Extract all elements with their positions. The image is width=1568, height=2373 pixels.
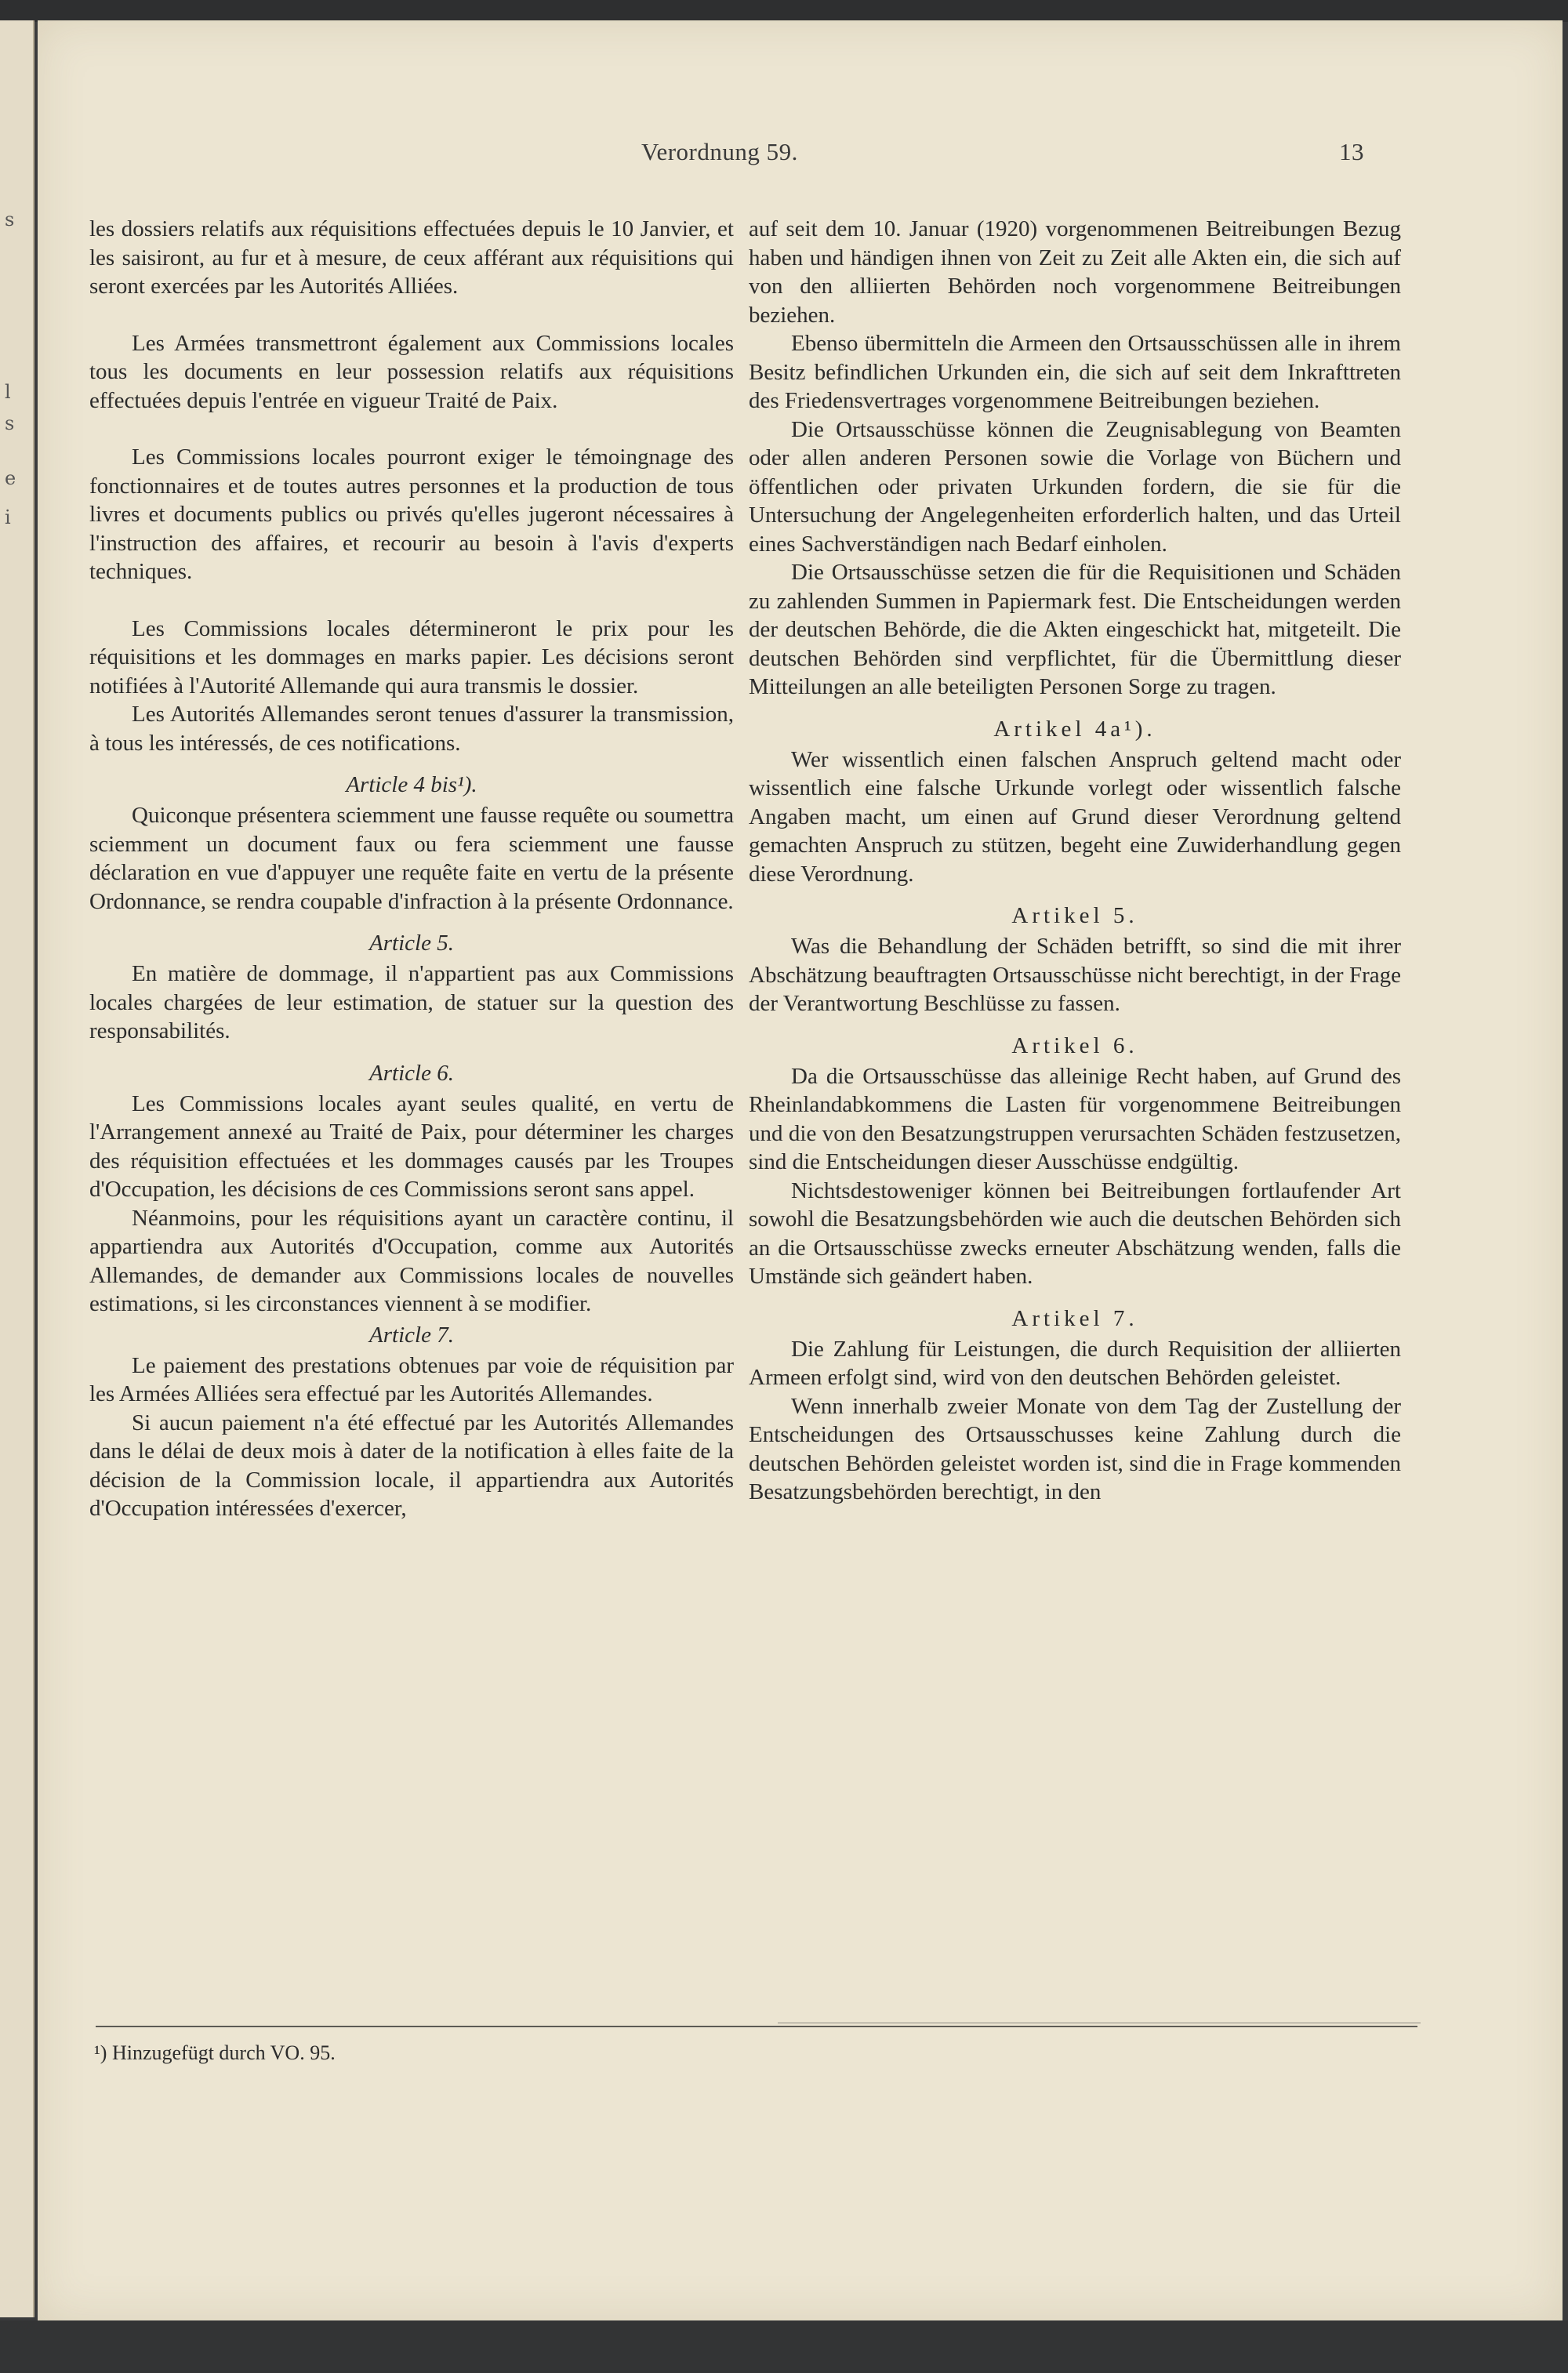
paragraph: Si aucun paiement n'a été effectué par les Autorités Allemandes dans le délai de deux mois à dater de la notification à elles faite de la décision de la Commission locale, il appartiendra aux Autorités d'Occupation intéressées d'exercer, xyxy=(89,1410,734,1521)
paragraph: Die Ortsausschüsse können die Zeugnisablegung von Beamten oder allen anderen Personen sowie die Vorlage von Büchern und öffentlichen oder privaten Urkunden fordern, die sie für die Untersuchung der Angelegenheiten erforderlich halten, und das Urteil eines Sachverständigen nach Bedarf einholen. xyxy=(749,416,1401,557)
page-number: 13 xyxy=(1339,138,1364,165)
running-head-title: Verordnung 59. xyxy=(641,138,798,165)
paragraph: Les Armées transmettront également aux Commissions locales tous les documents en leur possession relatifs aux réquisitions effectuées depuis l'entrée en vigueur Traité de Paix. xyxy=(89,330,734,413)
paragraph: Da die Ortsausschüsse das alleinige Recht haben, auf Grund des Rheinlandabkommens die Lasten für vorgenommene Beitreibungen und die von den Besatzungstruppen verursachten Schäden festzusetzen, sind die Entscheidungen dieser Ausschüsse endgültig. xyxy=(749,1063,1401,1174)
paragraph: En matière de dommage, il n'appartient pas aux Commissions locales chargées de leur estimation, de statuer sur la question des responsabilités. xyxy=(89,961,734,1043)
scan-background-bottom xyxy=(0,2320,1568,2373)
article-heading: Article 7. xyxy=(369,1322,454,1348)
paragraph: Les Commissions locales pourront exiger le témoingnage des fonctionnaires et de toutes autres personnes et la production de tous livres et documents publics ou privés qu'elles jugeront nécessaires à l'instruction des affaires, et recourir au besoin à l'avis d'experts techniques. xyxy=(89,444,734,584)
article-heading: Artikel 5. xyxy=(1011,903,1138,928)
margin-fragment: i xyxy=(5,506,11,528)
facing-page-edge xyxy=(0,20,34,2317)
paragraph: Was die Behandlung der Schäden betrifft, so sind die mit ihrer Abschätzung beauftragten Ortsausschüsse nicht berechtigt, in der Frage der Verantwortung Beschlüsse zu fassen. xyxy=(749,934,1401,1016)
margin-fragment: e xyxy=(5,467,16,489)
book-page xyxy=(38,20,1563,2321)
paragraph: Die Ortsausschüsse setzen die für die Requisitionen und Schäden zu zahlenden Summen in Papiermark fest. Die Entscheidungen werden der deutschen Behörde, die die Akten eingeschickt hat, mitgeteilt. Die deutschen Behörden sind verpflichtet, für die Übermittlung dieser Mitteilungen an alle beteiligten Personen Sorge zu tragen. xyxy=(749,560,1401,699)
footnote: ¹) Hinzugefügt durch VO. 95. xyxy=(94,2041,336,2064)
paragraph: Wer wissentlich einen falschen Anspruch geltend macht oder wissentlich eine falsche Urkunde vorlegt oder wissentlich falsche Angaben macht, um einen auf Grund dieser Verordnung geltend gemachten Anspruch zu stützen, begeht eine Zuwiderhandlung gegen diese Verordnung. xyxy=(749,746,1401,887)
paragraph: Les Commissions locales détermineront le prix pour les réquisitions et les dommages en marks papier. Les décisions seront notifiées à l'Autorité Allemande qui aura transmis le dossier. xyxy=(89,615,734,698)
scan-background-top xyxy=(0,0,1568,22)
margin-fragment: s xyxy=(5,209,15,230)
paragraph: auf seit dem 10. Januar (1920) vorgenommenen Beitreibungen Bezug haben und händigen ihnen von Zeit zu Zeit alle Akten ein, die sich auf von den alliierten Behörden noch vorgenommene Beitreibungen beziehen. xyxy=(749,216,1401,328)
margin-fragment: s xyxy=(5,412,15,434)
paragraph: Les Autorités Allemandes seront tenues d'assurer la transmission, à tous les intéressés, de ces notifications. xyxy=(89,702,734,756)
footnote-rule xyxy=(96,2026,1417,2027)
paragraph: Les Commissions locales ayant seules qualité, en vertu de l'Arrangement annexé au Traité de Paix, pour déterminer les charges des réquisition effectuées et les dommages causés par les Troupes d'Occupation, les décisions de ces Commissions seront sans appel. xyxy=(89,1090,734,1202)
article-heading: Artikel 7. xyxy=(1011,1305,1138,1331)
article-heading: Article 4 bis¹). xyxy=(346,772,477,797)
article-heading: Artikel 4a¹). xyxy=(993,716,1156,742)
paragraph: Quiconque présentera sciemment une fausse requête ou soumettra sciemment un document faux ou fera sciemment une fausse déclaration en vue d'appuyer une requête faite en vertu de la présente Ordonnance, se rendra coupable d'infraction à la présente Ordonnance. xyxy=(89,803,734,914)
paragraph: Néanmoins, pour les réquisitions ayant un caractère continu, il appartiendra aux Autorités d'Occupation, comme aux Autorités Allemandes, de demander aux Commissions locales de nouvelles estimations, si les circonstances viennent à se modifier. xyxy=(89,1205,734,1316)
margin-fragment: l xyxy=(5,381,11,403)
paragraph: Ebenso übermitteln die Armeen den Ortsausschüssen alle in ihrem Besitz befindlichen Urkunden ein, die sich auf seit dem Inkrafttreten des Friedensvertrages vorgenommene Beitreibungen beziehen. xyxy=(749,331,1401,413)
paragraph: Le paiement des prestations obtenues par voie de réquisition par les Armées Alliées sera effectué par les Autorités Allemandes. xyxy=(89,1352,734,1406)
article-heading: Artikel 6. xyxy=(1011,1032,1138,1058)
paragraph: Die Zahlung für Leistungen, die durch Requisition der alliierten Armeen erfolgt sind, wird von den deutschen Behörden geleistet. xyxy=(749,1336,1401,1390)
paragraph: Wenn innerhalb zweier Monate von dem Tag der Zustellung der Entscheidungen des Ortsausschusses keine Zahlung durch die deutschen Behörden geleistet worden ist, sind die in Frage kommenden Besatzungsbehörden berechtigt, in den xyxy=(749,1393,1401,1504)
article-heading: Article 5. xyxy=(369,931,454,956)
paragraph: Nichtsdestoweniger können bei Beitreibungen fortlaufender Art sowohl die Besatzungsbehörden wie auch die deutschen Behörden sich an die Ortsausschüsse zwecks erneuter Abschätzung wenden, falls die Umstände sich geändert haben. xyxy=(749,1177,1401,1289)
german-column xyxy=(749,215,1401,1507)
article-heading: Article 6. xyxy=(369,1060,454,1086)
paragraph: les dossiers relatifs aux réquisitions effectuées depuis le 10 Janvier, et les saisiront, au fur et à mesure, de ceux afférant aux réquisitions qui seront exercées par les Autorités Alliées. xyxy=(89,216,734,299)
french-column xyxy=(89,215,734,1987)
